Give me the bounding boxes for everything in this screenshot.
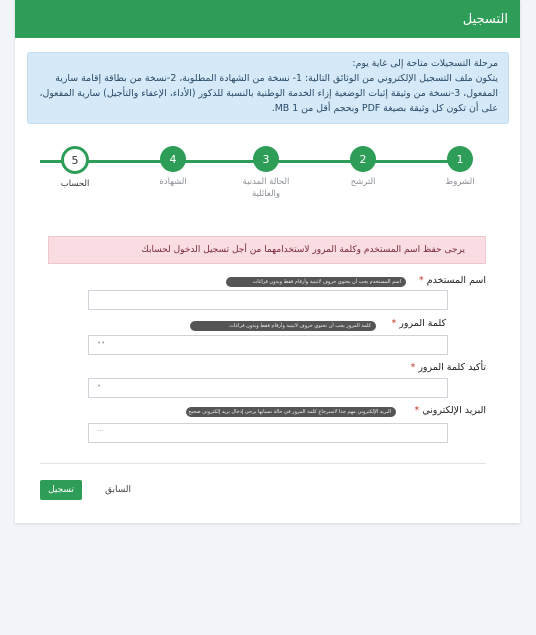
- form-divider: [40, 463, 486, 464]
- username-input[interactable]: [88, 290, 448, 310]
- step-4[interactable]: [138, 146, 208, 188]
- page-title: التسجيل: [462, 11, 508, 27]
- email-hint: البريد الإلكتروني مهم جدا لاسترجاع كلمة المرور في حالة نسيانها يرجى إدخال بريد إلكتروني صحيح: [186, 407, 396, 417]
- username-label: اسم المستخدم *: [418, 275, 486, 286]
- step-5-label: الحساب: [60, 179, 90, 189]
- step-4-circle: 4: [160, 146, 186, 172]
- step-2-circle: 2: [350, 146, 376, 172]
- step-4-label: الشهادة: [159, 177, 187, 187]
- confirm-password-input[interactable]: •: [88, 378, 448, 398]
- step-5-circle: 5: [61, 146, 89, 174]
- step-1-circle: 1: [447, 146, 473, 172]
- email-label: البريد الإلكتروني *: [414, 405, 486, 416]
- notice-line-2: يتكون ملف التسجيل الإلكتروني من الوثائق التالية: 1- نسخة من الشهادة المطلوبة، 2-نسخة من بطاقة إقامة سارية المفعول، 3-نسخة من وثيقة إثبات الوضعية إزاء الخدمة الوطنية بالنسبة للذكور (الأداء، الإعفاء والتأجيل) سارية المفعول، على أن تكون كل وثيقة بصيغة PDF وبحجم أقل من 1 MB.: [39, 73, 498, 114]
- step-3[interactable]: [231, 146, 301, 200]
- step-5[interactable]: [40, 146, 110, 190]
- account-form: [40, 230, 486, 460]
- password-label: كلمة المرور *: [391, 318, 446, 329]
- register-button[interactable]: تسجيل: [40, 480, 82, 500]
- notice-line-1: مرحلة التسجيلات متاحة إلى غاية يوم:: [352, 58, 498, 69]
- step-2[interactable]: [328, 146, 398, 188]
- save-credentials-alert: [48, 236, 486, 264]
- step-1-label: الشروط: [445, 177, 475, 187]
- page-header: [15, 0, 520, 38]
- step-1[interactable]: [425, 146, 495, 188]
- info-notice: [27, 52, 509, 124]
- username-hint: اسم المستخدم يجب أن يحتوي حروف لاتينية وأرقام فقط وبدون فراغات: [226, 277, 406, 287]
- previous-button[interactable]: السابق: [104, 485, 132, 495]
- step-2-label: الترشح: [350, 177, 376, 187]
- step-3-label: الحالة المدنية والعائلية: [242, 177, 290, 199]
- progress-stepper: [40, 146, 475, 199]
- email-input[interactable]: ···: [88, 423, 448, 443]
- password-hint: كلمة المرور يجب أن تحتوي حروف لاتينية وأرقام فقط وبدون فراغات: [190, 321, 376, 331]
- step-3-circle: 3: [253, 146, 279, 172]
- password-input[interactable]: ••: [88, 335, 448, 355]
- alert-text: يرجى حفظ اسم المستخدم وكلمة المرور لاستخدامهما من أجل تسجيل الدخول لحسابك: [141, 245, 465, 255]
- confirm-password-label: تأكيد كلمة المرور *: [410, 362, 486, 373]
